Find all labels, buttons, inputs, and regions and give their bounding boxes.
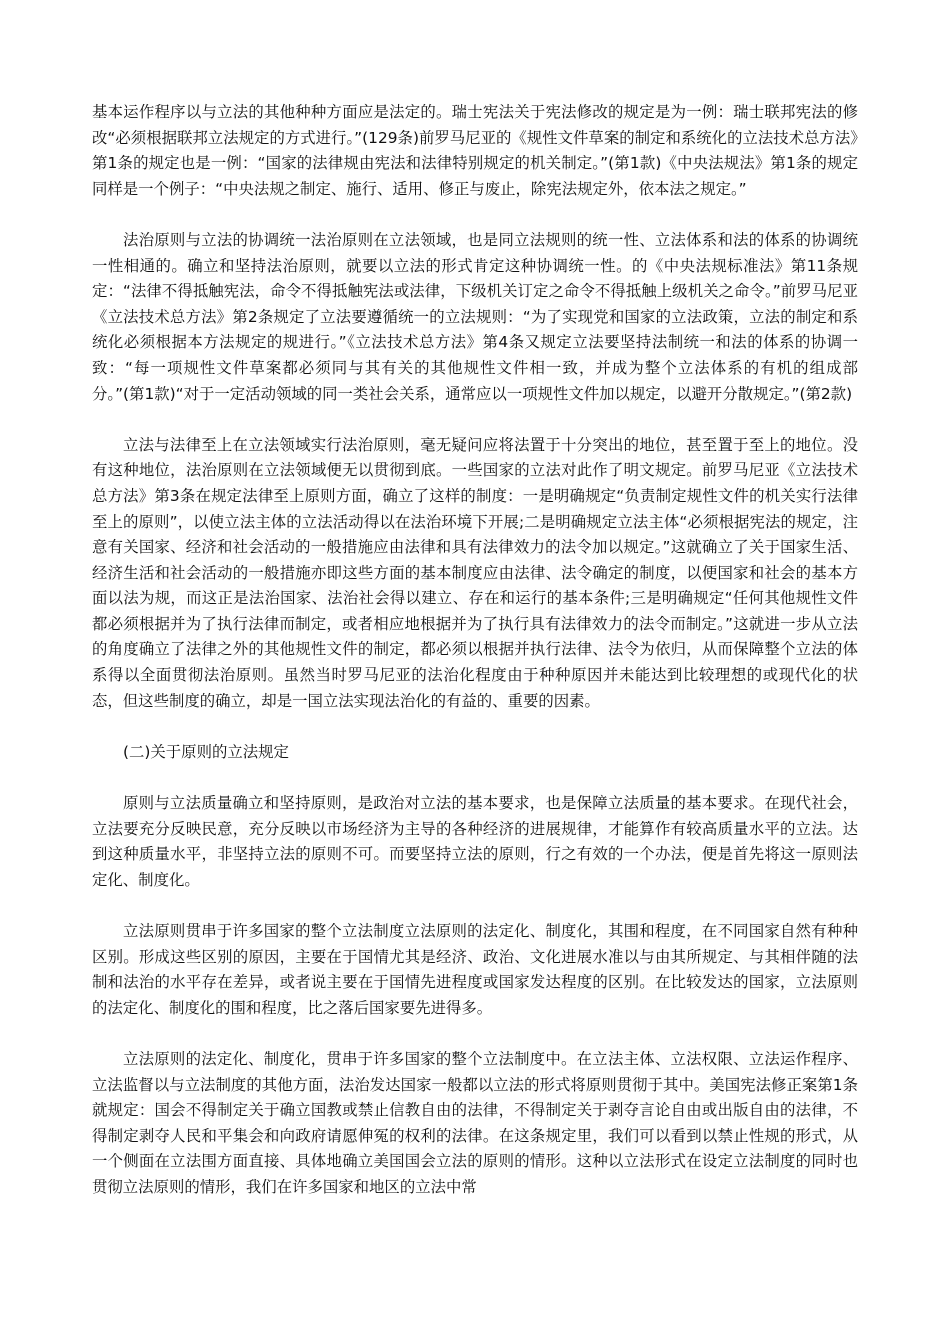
paragraph-principles-throughout: 立法原则贯串于许多国家的整个立法制度立法原则的法定化、制度化，其围和程度，在不同国家自然有种种区别。形成这些区别的原因，主要在于国情尤其是经济、政治、文化进展水准以与由其所规定、与其相伴随的法制和法治的水平存在差异，或者说主要在于国情先进程度或国家发达程度的区别。在比较发达的国家，立法原则的法定化、制度化的围和程度，比之落后国家要先进得多。 <box>92 922 858 1017</box>
paragraph-rule-of-law-coordination: 法治原则与立法的协调统一法治原则在立法领域，也是同立法规则的统一性、立法体系和法的体系的协调统一性相通的。确立和坚持法治原则，就要以立法的形式肯定这种协调统一性。的《中央法规标准法》第11条规定：“法律不得抵触宪法，命令不得抵触宪法或法律，下级机关订定之命令不得抵触上级机关之命令。”前罗马尼亚《立法技术总方法》第2条规定了立法要遵循统一的立法规则：“为了实现党和国家的立法政策，立法的制定和系统化必须根据本方法规定的规进行。”《立法技术总方法》第4条又规定立法要坚持法制统一和法的体系的协调一致：“每一项规性文件草案都必须同与其有关的其他规性文件相一致，并成为整个立法体系的有机的组成部分。”(第1款)“对于一定活动领域的同一类社会关系，通常应以一项规性文件加以规定，以避开分散规定。”(第2款) <box>92 230 858 403</box>
paragraph-institutionalization: 立法原则的法定化、制度化，贯串于许多国家的整个立法制度中。在立法主体、立法权限、立法运作程序、立法监督以与立法制度的其他方面，法治发达国家一般都以立法的形式将原则贯彻于其中。美国宪法修正案第1条就规定：国会不得制定关于确立国教或禁止信教自由的法律，不得制定关于剥夺言论自由或出版自由的法律，不得制定剥夺人民和平集会和向政府请愿伸冤的权利的法律。在这条规定里，我们可以看到以禁止性规的形式，从一个侧面在立法围方面直接、具体地确立美国国会立法的原则的情形。这种以立法形式在设定立法制度的同时也贯彻立法原则的情形，我们在许多国家和地区的立法中常 <box>92 1049 858 1196</box>
paragraph-continuation: 基本运作程序以与立法的其他种种方面应是法定的。瑞士宪法关于宪法修改的规定是为一例：瑞士联邦宪法的修改“必须根据联邦立法规定的方式进行。”(129条)前罗马尼亚的《规性文件草案的制定和系统化的立法技术总方法》第1条的规定也是一例：“国家的法律规由宪法和法律特别规定的机关制定。”(第1款)《中央法规法》第1条的规定同样是一个例子：“中央法规之制定、施行、适用、修正与废止，除宪法规定外，依本法之规定。” <box>92 103 858 198</box>
paragraph-legislative-quality: 原则与立法质量确立和坚持原则，是政治对立法的基本要求，也是保障立法质量的基本要求。在现代社会，立法要充分反映民意，充分反映以市场经济为主导的各种经济的进展规律，才能算作有较高质量水平的立法。达到这种质量水平，非坚持立法的原则不可。而要坚持立法的原则，行之有效的一个办法，便是首先将这一原则法定化、制度化。 <box>92 794 858 889</box>
paragraph-law-supremacy: 立法与法律至上在立法领域实行法治原则，毫无疑问应将法置于十分突出的地位，甚至置于至上的地位。没有这种地位，法治原则在立法领域便无以贯彻到底。一些国家的立法对此作了明文规定。前罗马尼亚《立法技术总方法》第3条在规定法律至上原则方面，确立了这样的制度：一是明确规定“负责制定规性文件的机关实行法律至上的原则”，以使立法主体的立法活动得以在法治环境下开展;二是明确规定立法主体“必须根据宪法的规定，注意有关国家、经济和社会活动的一般措施应由法律和具有法律效力的法令加以规定。”这就确立了关于国家生活、经济生活和社会活动的一般措施亦即这些方面的基本制度应由法律、法令确定的制度，以便国家和社会的基本方面以法为规，而这正是法治国家、法治社会得以建立、存在和运行的基本条件;三是明确规定“任何其他规性文件都必须根据并为了执行法律而制定，或者相应地根据并为了执行具有法律效力的法令而制定。”这就进一步从立法的角度确立了法律之外的其他规性文件的制定，都必须以根据并执行法律、法令为依归，从而保障整个立法的体系得以全面贯彻法治原则。虽然当时罗马尼亚的法治化程度由于种种原因并未能达到比较理想的或现代化的状态，但这些制度的确立，却是一国立法实现法治化的有益的、重要的因素。 <box>92 435 858 710</box>
section-heading: (二)关于原则的立法规定 <box>123 742 289 761</box>
document-page <box>92 100 858 1226</box>
